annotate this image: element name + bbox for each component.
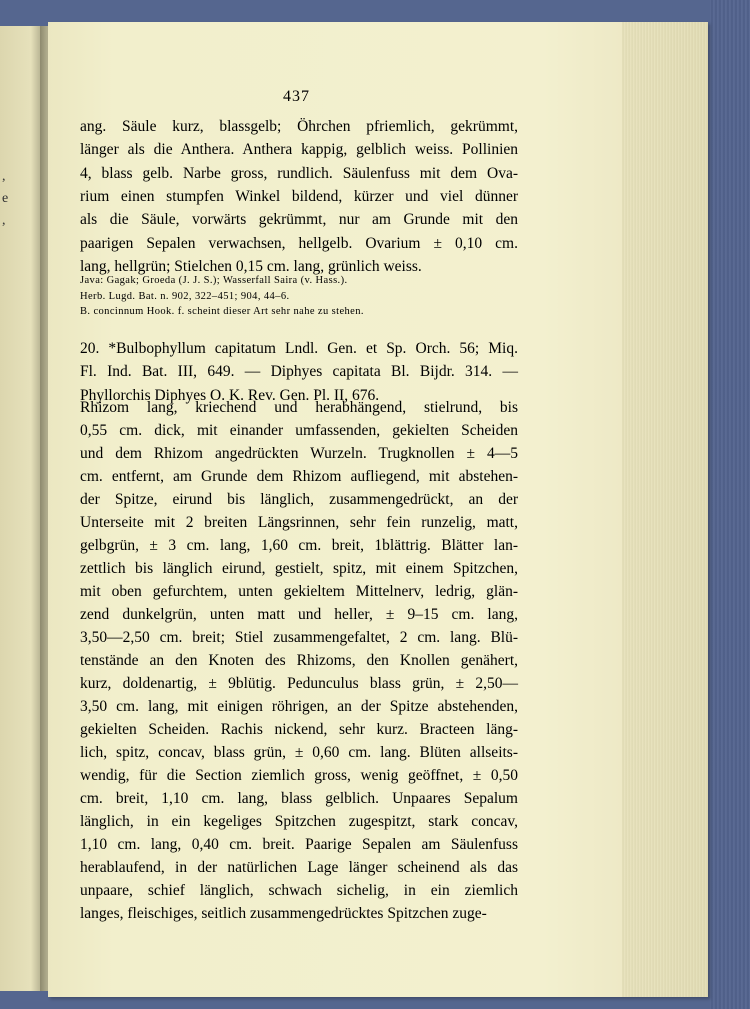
main-line: tenstände an den Knoten des Rhizoms, den Knollen genähert,: [80, 652, 518, 669]
top-lines-line: rium einen stumpfen Winkel bildend, kürzer und viel dünner: [80, 187, 518, 205]
main-line: 0,55 cm. dick, mit einander umfassenden, gekielten Scheiden: [80, 422, 518, 439]
main-line: unpaare, schief länglich, schwach sichelig, in ein ziemlich: [80, 882, 518, 899]
main-line: zettlich bis länglich eirund, gestielt, spitz, mit einem Spitzchen,: [80, 560, 518, 577]
main-line: und dem Rhizom angedrückten Wurzeln. Trugknollen ± 4—5: [80, 445, 518, 462]
top-lines-line: als die Säule, vorwärts gekrümmt, nur am Grunde mit den: [80, 211, 518, 229]
main-line: cm. breit, 1,10 cm. lang, blass gelblich. Unpaares Sepalum: [80, 790, 518, 807]
main-line: kurz, doldenartig, ± 9blütig. Pedunculus blass grün, ± 2,50—: [80, 675, 518, 692]
top-lines-line: 4, blass gelb. Narbe gross, rundlich. Säulenfuss mit dem Ova-: [80, 164, 518, 182]
main-line: gelbgrün, ± 3 cm. lang, 1,60 cm. breit, 1blättrig. Blätter lan-: [80, 537, 518, 554]
top-lines-line: länger als die Anthera. Anthera kappig, gelblich weiss. Pollinien: [80, 141, 518, 159]
main-line: lich, spitz, concav, blass grün, ± 0,60 cm. lang. Blüten allseits-: [80, 744, 518, 761]
left-page-marks: , e ,: [2, 169, 9, 228]
main-line: herablaufend, in der natürlichen Lage länger scheinend als das: [80, 859, 518, 876]
main-line: 3,50—2,50 cm. breit; Stiel zusammengefaltet, 2 cm. lang. Blü-: [80, 629, 518, 646]
main-line: 3,50 cm. lang, mit einigen röhrigen, an der Spitze abstehenden,: [80, 698, 518, 715]
main-line: cm. entfernt, am Grunde dem Rhizom aufliegend, mit abstehen-: [80, 468, 518, 485]
page-number: 437: [283, 88, 310, 105]
top-lines-line: paarigen Sepalen verwachsen, hellgelb. Ovarium ± 0,10 cm.: [80, 234, 518, 252]
main-line: Unterseite mit 2 breiten Längsrinnen, sehr fein runzelig, matt,: [80, 514, 518, 531]
main-line: Rhizom lang, kriechend und herabhängend, stielrund, bis: [80, 399, 518, 416]
main-line: gekielten Scheiden. Rachis nickend, sehr kurz. Bracteen läng-: [80, 721, 518, 738]
main-line: länglich, in ein kegeliges Spitzchen zugespitzt, stark concav,: [80, 813, 518, 830]
notes-line: Java: Gagak; Groeda (J. J. S.); Wasserfall Saira (v. Hass.).: [80, 275, 348, 286]
main-line: langes, fleischiges, seitlich zusammengedrücktes Spitzchen zuge-: [80, 905, 487, 922]
notes-line: B. concinnum Hook. f. scheint dieser Art sehr nahe zu stehen.: [80, 306, 364, 317]
header-line: Fl. Ind. Bat. III, 649. — Diphyes capitata Bl. Bijdr. 314. —: [80, 363, 518, 381]
header-line: Phyllorchis Diphyes O. K. Rev. Gen. Pl. II, 676.: [80, 386, 380, 404]
top-lines-line: lang, hellgrün; Stielchen 0,15 cm. lang, grünlich weiss.: [80, 257, 422, 275]
main-line: zend dunkelgrün, unten matt und heller, ± 9–15 cm. lang,: [80, 606, 518, 623]
cover-cloth-edge: [710, 0, 750, 1009]
top-lines-line: ang. Säule kurz, blassgelb; Öhrchen pfriemlich, gekrümmt,: [80, 118, 518, 135]
notes-line: Herb. Lugd. Bat. n. 902, 322–451; 904, 44–6.: [80, 290, 290, 302]
header-line: 20. *Bulbophyllum capitatum Lndl. Gen. et Sp. Orch. 56; Miq.: [80, 340, 518, 357]
main-line: mit oben gefurchtem, unten gekieltem Mittelnerv, ledrig, glän-: [80, 583, 518, 600]
main-line: der Spitze, eirund bis länglich, zusammengedrückt, an der: [80, 491, 518, 508]
left-page-edge: [0, 26, 44, 991]
main-line: 1,10 cm. lang, 0,40 cm. breit. Paarige Sepalen am Säulenfuss: [80, 836, 518, 853]
page-fore-edge: [622, 22, 708, 997]
main-line: wendig, für die Section ziemlich gross, wenig geöffnet, ± 0,50: [80, 767, 518, 784]
